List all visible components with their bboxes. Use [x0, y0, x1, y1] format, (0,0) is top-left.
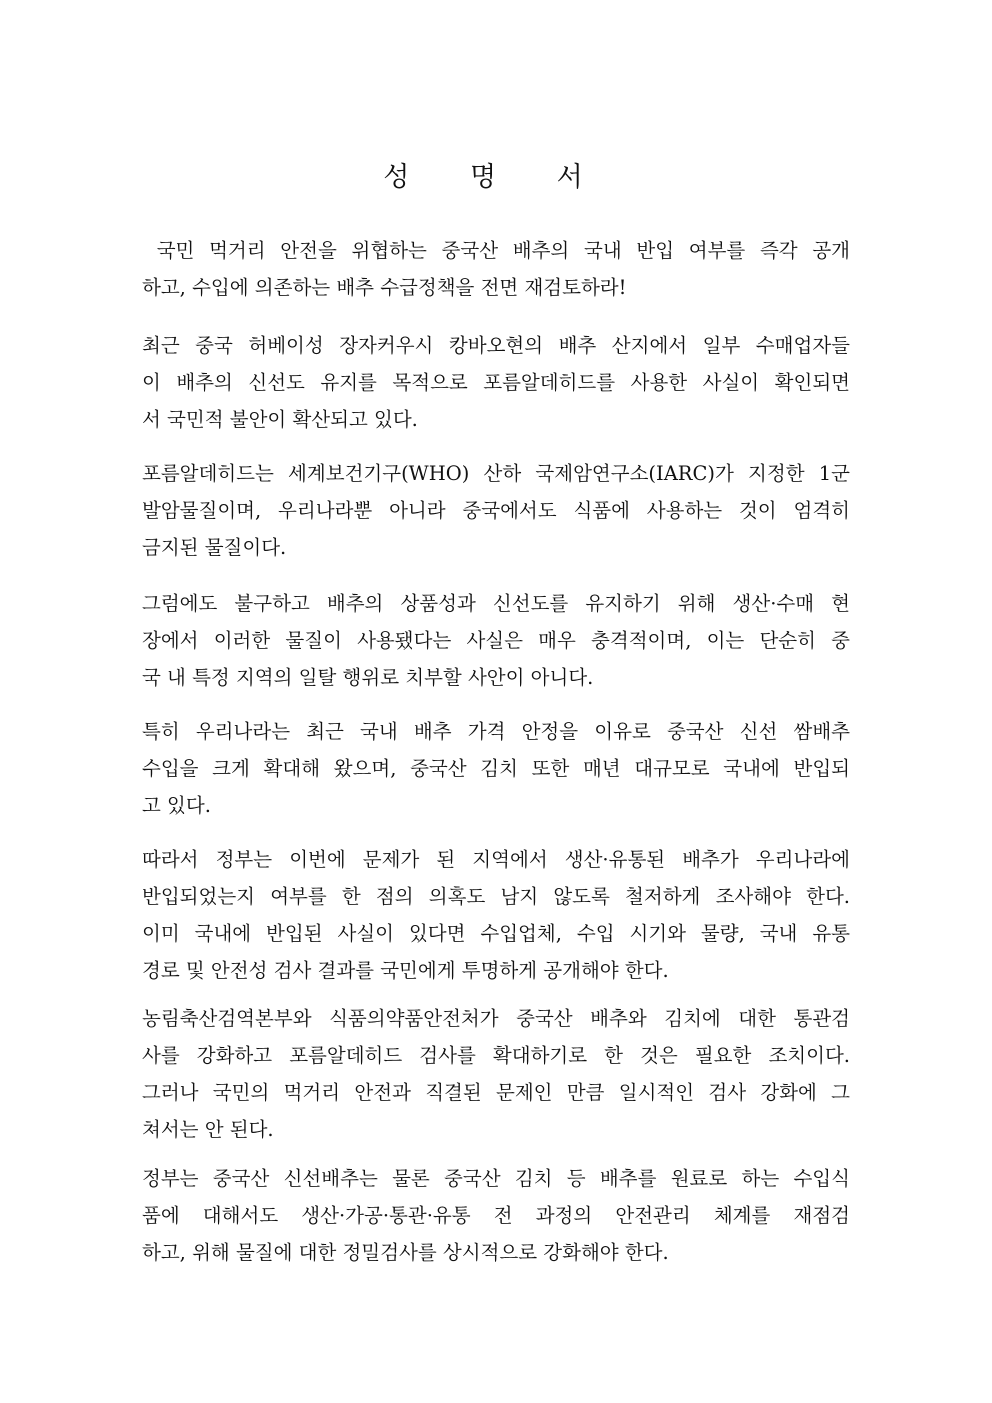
- paragraph-line: 사를 강화하고 포름알데히드 검사를 확대하기로 한 것은 필요한 조치이다.: [142, 1044, 850, 1067]
- paragraph-line: 하고, 수입에 의존하는 배추 수급정책을 전면 재검토하라!: [142, 276, 627, 299]
- paragraph-line: 수입을 크게 확대해 왔으며, 중국산 김치 또한 매년 대규모로 국내에 반입되: [142, 757, 850, 780]
- paragraph-line: 발암물질이며, 우리나라뿐 아니라 중국에서도 식품에 사용하는 것이 엄격히: [142, 499, 850, 522]
- paragraph-line: 농림축산검역본부와 식품의약품안전처가 중국산 배추와 김치에 대한 통관검: [142, 1007, 850, 1030]
- paragraph-line: 따라서 정부는 이번에 문제가 된 지역에서 생산·유통된 배추가 우리나라에: [142, 848, 850, 871]
- paragraph-line: 서 국민적 불안이 확산되고 있다.: [142, 408, 418, 431]
- paragraph-line: 최근 중국 허베이성 장자커우시 캉바오현의 배추 산지에서 일부 수매업자들: [142, 334, 850, 357]
- paragraph-line: 반입되었는지 여부를 한 점의 의혹도 남지 않도록 철저하게 조사해야 한다.: [142, 885, 850, 908]
- paragraph-line: 국 내 특정 지역의 일탈 행위로 치부할 사안이 아니다.: [142, 666, 594, 689]
- paragraph-5: [142, 713, 850, 824]
- paragraph-4: [142, 585, 850, 696]
- paragraph-6: [142, 841, 850, 989]
- paragraph-line: 이 배추의 신선도 유지를 목적으로 포름알데히드를 사용한 사실이 확인되면: [142, 371, 850, 394]
- paragraph-line: 국민 먹거리 안전을 위협하는 중국산 배추의 국내 반입 여부를 즉각 공개: [142, 239, 850, 262]
- paragraph-line: 이미 국내에 반입된 사실이 있다면 수입업체, 수입 시기와 물량, 국내 유통: [142, 922, 850, 945]
- paragraph-line: 금지된 물질이다.: [142, 536, 287, 559]
- paragraph-line: 하고, 위해 물질에 대한 정밀검사를 상시적으로 강화해야 한다.: [142, 1241, 669, 1264]
- paragraph-line: 정부는 중국산 신선배추는 물론 중국산 김치 등 배추를 원료로 하는 수입식: [142, 1167, 850, 1190]
- paragraph-1: [142, 232, 850, 306]
- paragraph-line: 그러나 국민의 먹거리 안전과 직결된 문제인 만큼 일시적인 검사 강화에 그: [142, 1081, 850, 1104]
- paragraph-line: 특히 우리나라는 최근 국내 배추 가격 안정을 이유로 중국산 신선 쌈배추: [142, 720, 850, 743]
- paragraph-line: 그럼에도 불구하고 배추의 상품성과 신선도를 유지하기 위해 생산·수매 현: [142, 592, 850, 615]
- paragraph-8: [142, 1160, 850, 1271]
- paragraph-line: 장에서 이러한 물질이 사용됐다는 사실은 매우 충격적이며, 이는 단순히 중: [142, 629, 850, 652]
- paragraph-3: [142, 455, 850, 566]
- paragraph-line: 쳐서는 안 된다.: [142, 1118, 274, 1141]
- paragraph-line: 포름알데히드는 세계보건기구(WHO) 산하 국제암연구소(IARC)가 지정한 1군: [142, 462, 850, 485]
- paragraph-line: 경로 및 안전성 검사 결과를 국민에게 투명하게 공개해야 한다.: [142, 959, 669, 982]
- paragraph-2: [142, 327, 850, 438]
- paragraph-7: [142, 1000, 850, 1148]
- document-title: 성 명 서: [383, 162, 609, 193]
- paragraph-line: 고 있다.: [142, 794, 211, 817]
- paragraph-line: 품에 대해서도 생산·가공·통관·유통 전 과정의 안전관리 체계를 재점검: [142, 1204, 850, 1227]
